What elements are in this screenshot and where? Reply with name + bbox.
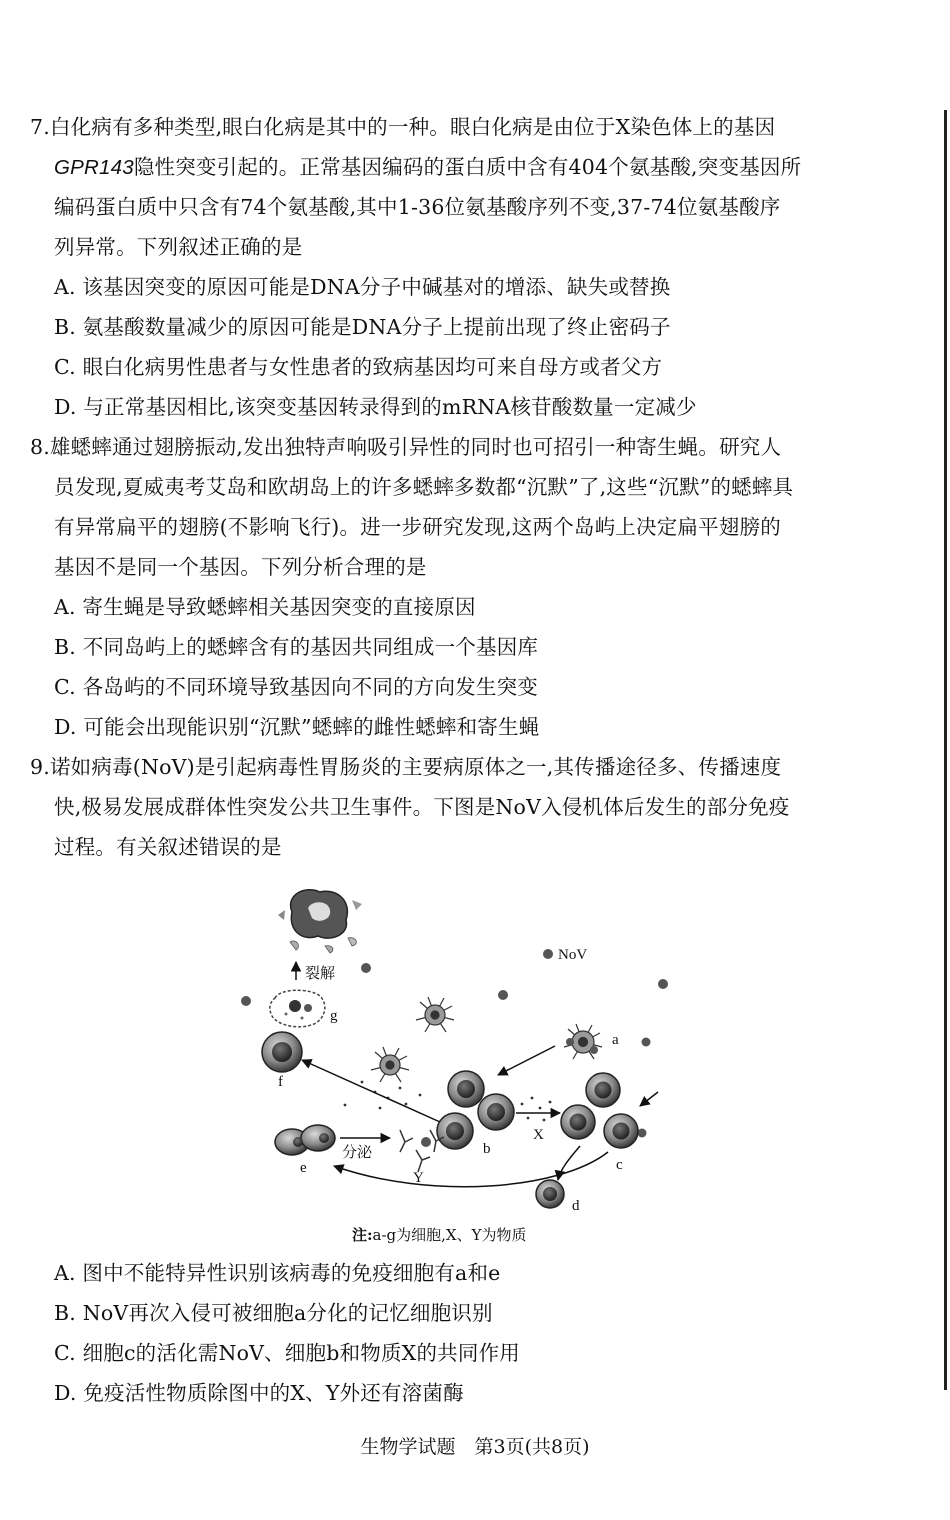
- label-e: e: [300, 1160, 307, 1176]
- q9-number: 9.: [30, 755, 50, 779]
- apc-cell-left: [371, 1047, 409, 1082]
- cell-f: [262, 1032, 302, 1072]
- nov-legend-icon: [543, 949, 553, 959]
- q9-text-1: 诺如病毒(NoV)是引起病毒性胃肠炎的主要病原体之一,其传播途径多、传播速度: [49, 755, 782, 779]
- q8-option-d[interactable]: D. 可能会出现能识别“沉默”蟋蟀的雌性蟋蟀和寄生蝇: [54, 715, 540, 739]
- q7-line-1: [30, 114, 775, 140]
- q8-number: 8.: [30, 435, 50, 459]
- substance-x-dots: [521, 1097, 552, 1122]
- q9-line-1: [30, 754, 781, 780]
- q8-line-1: [30, 434, 781, 460]
- q8-line-2: 员发现,夏威夷考艾岛和欧胡岛上的许多蟋蟀多数都“沉默”了,这些“沉默”的蟋蟀具: [54, 475, 794, 499]
- figure-note: [352, 1224, 527, 1245]
- q8-option-c[interactable]: C. 各岛屿的不同环境导致基因向不同的方向发生突变: [54, 675, 538, 699]
- arrow-c-to-e: [334, 1152, 608, 1187]
- q7-line-3: 编码蛋白质中只含有74个氨基酸,其中1-36位氨基酸序列不变,37-74位氨基酸序: [54, 195, 781, 219]
- label-f: f: [278, 1074, 283, 1090]
- secreted-dots-left: [344, 1081, 422, 1110]
- label-a: a: [612, 1032, 619, 1048]
- q7-text-1: 白化病有多种类型,眼白化病是其中的一种。眼白化病是由位于X染色体上的基因: [49, 115, 776, 139]
- cell-e: [275, 1125, 335, 1155]
- q8-option-b[interactable]: B. 不同岛屿上的蟋蟀含有的基因共同组成一个基因库: [54, 635, 539, 659]
- gene-name: GPR143: [54, 156, 134, 179]
- note-text: a-g为细胞,X、Y为物质: [372, 1226, 527, 1244]
- q7-option-a[interactable]: A. 该基因突变的原因可能是DNA分子中碱基对的增添、缺失或替换: [54, 275, 671, 299]
- arrow-virus-to-c: [640, 1092, 658, 1106]
- q7-text-2: 隐性突变引起的。正常基因编码的蛋白质中含有404个氨基酸,突变基因所: [133, 155, 802, 179]
- q7-number: 7.: [30, 115, 50, 139]
- page-footer: 生物学试题 第3页(共8页): [360, 1436, 590, 1458]
- q9-line-3: 过程。有关叙述错误的是: [54, 835, 282, 859]
- q7-line-4: 列异常。下列叙述正确的是: [54, 235, 303, 259]
- page-edge-bar: [944, 110, 947, 1390]
- label-d: d: [572, 1198, 580, 1214]
- label-y: Y: [413, 1170, 424, 1186]
- q7-option-c[interactable]: C. 眼白化病男性患者与女性患者的致病基因均可来自母方或者父方: [54, 355, 663, 379]
- q9-option-a[interactable]: A. 图中不能特异性识别该病毒的免疫细胞有a和e: [54, 1261, 501, 1285]
- immune-process-figure: [230, 880, 700, 1220]
- cell-b: [437, 1071, 514, 1149]
- q8-text-1: 雄蟋蟀通过翅膀振动,发出独特声响吸引异性的同时也可招引一种寄生蝇。研究人: [49, 435, 782, 459]
- label-b: b: [483, 1141, 491, 1157]
- q8-line-4: 基因不是同一个基因。下列分析合理的是: [54, 555, 427, 579]
- q7-option-b[interactable]: B. 氨基酸数量减少的原因可能是DNA分子上提前出现了终止密码子: [54, 315, 671, 339]
- arrow-b-to-f: [302, 1060, 440, 1122]
- secrete-label: 分泌: [342, 1143, 373, 1161]
- q9-option-d[interactable]: D. 免疫活性物质除图中的X、Y外还有溶菌酶: [54, 1381, 464, 1405]
- nov-legend-label: NoV: [558, 947, 588, 963]
- q9-option-c[interactable]: C. 细胞c的活化需NoV、细胞b和物质X的共同作用: [54, 1341, 520, 1365]
- q7-line-2: [54, 154, 801, 181]
- label-x: X: [533, 1127, 544, 1143]
- arrow-a-to-b: [498, 1046, 555, 1075]
- q7-option-d[interactable]: D. 与正常基因相比,该突变基因转录得到的mRNA核苷酸数量一定减少: [54, 395, 697, 419]
- q9-line-2: 快,极易发展成群体性突发公共卫生事件。下图是NoV入侵机体后发生的部分免疫: [54, 795, 790, 819]
- cell-c: [561, 1073, 638, 1148]
- q8-option-a[interactable]: A. 寄生蝇是导致蟋蟀相关基因突变的直接原因: [54, 595, 476, 619]
- note-prefix: 注:: [352, 1226, 373, 1244]
- lysis-label: 裂解: [305, 964, 336, 982]
- cell-g: [270, 990, 325, 1027]
- lysed-cell-fragments: [278, 890, 362, 953]
- cell-a: [564, 1024, 602, 1059]
- cell-d: [536, 1180, 564, 1208]
- label-g: g: [330, 1008, 338, 1024]
- q9-option-b[interactable]: B. NoV再次入侵可被细胞a分化的记忆细胞识别: [54, 1301, 493, 1325]
- q8-line-3: 有异常扁平的翅膀(不影响飞行)。进一步研究发现,这两个岛屿上决定扁平翅膀的: [54, 515, 781, 539]
- apc-cell-top: [416, 997, 454, 1032]
- label-c: c: [616, 1157, 623, 1173]
